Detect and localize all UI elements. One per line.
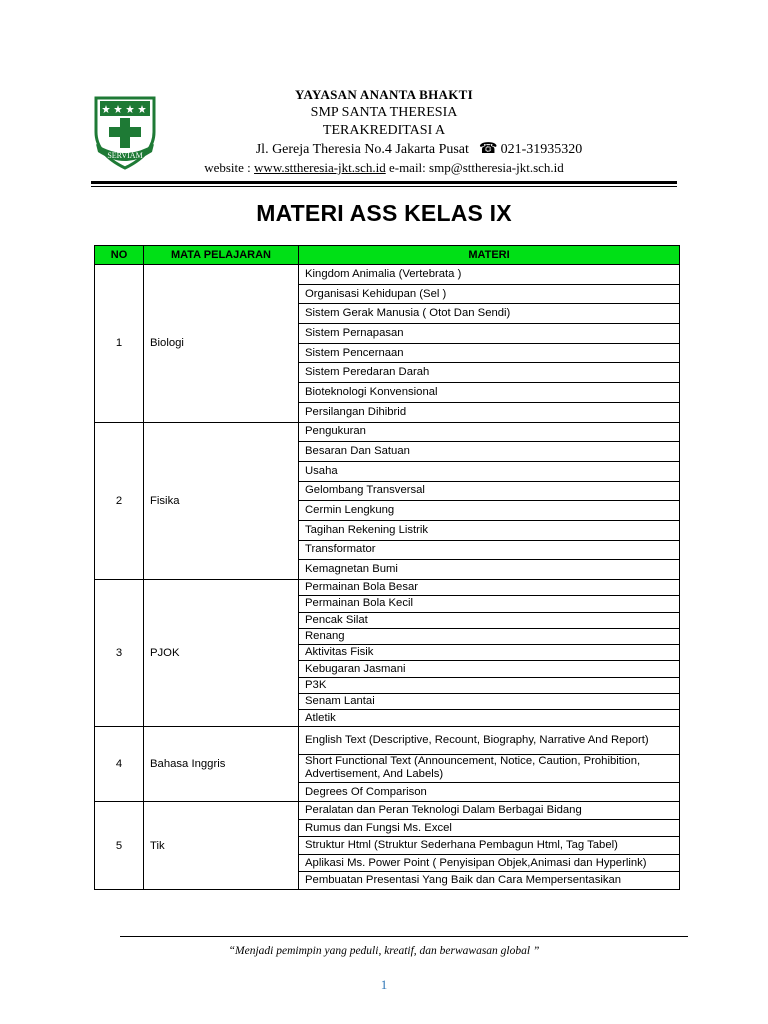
header-rule-thick <box>91 181 677 184</box>
materi-cell: Tagihan Rekening Listrik <box>299 520 680 540</box>
materi-cell: English Text (Descriptive, Recount, Biography, Narrative And Report) <box>299 726 680 754</box>
col-header-materi: MATERI <box>299 246 680 265</box>
materi-cell: Renang <box>299 628 680 644</box>
header-rule-thin <box>91 186 677 187</box>
table-row <box>95 265 680 285</box>
contact-line <box>0 159 768 177</box>
materi-cell: Short Functional Text (Announcement, Notice, Caution, Prohibition, Advertisement, And Labels) <box>299 754 680 782</box>
logo-text: SERVIAM <box>107 151 143 160</box>
letterhead <box>0 86 768 177</box>
website-label: website : <box>204 160 251 175</box>
page-title: MATERI ASS KELAS IX <box>256 200 512 226</box>
materi-cell: Pengukuran <box>299 422 680 442</box>
table-row <box>95 422 680 442</box>
email-label: e-mail: <box>388 160 426 175</box>
materi-cell: Persilangan Dihibrid <box>299 402 680 422</box>
materi-cell: Struktur Html (Struktur Sederhana Pembagun Html, Tag Tabel) <box>299 837 680 855</box>
materi-cell: Kingdom Animalia (Vertebrata ) <box>299 265 680 285</box>
row-number: 3 <box>95 580 144 727</box>
subject-cell: Bahasa Inggris <box>144 726 299 802</box>
materi-cell: Sistem Peredaran Darah <box>299 363 680 383</box>
website-link[interactable]: www.sttheresia-jkt.sch.id <box>254 160 386 175</box>
materi-cell: Rumus dan Fungsi Ms. Excel <box>299 819 680 837</box>
materi-cell: Cermin Lengkung <box>299 501 680 521</box>
materi-cell: Sistem Gerak Manusia ( Otot Dan Sendi) <box>299 304 680 324</box>
materi-cell: Pencak Silat <box>299 612 680 628</box>
materi-cell: Permainan Bola Besar <box>299 580 680 596</box>
col-header-no: NO <box>95 246 144 265</box>
materi-cell: Kebugaran Jasmani <box>299 661 680 677</box>
materi-cell: Atletik <box>299 710 680 726</box>
row-number: 5 <box>95 802 144 890</box>
materi-cell: Aplikasi Ms. Power Point ( Penyisipan Objek,Animasi dan Hyperlink) <box>299 854 680 872</box>
page-number: 1 <box>380 977 388 992</box>
materi-cell: Gelombang Transversal <box>299 481 680 501</box>
email[interactable]: smp@sttheresia-jkt.sch.id <box>429 160 564 175</box>
materi-cell: Permainan Bola Kecil <box>299 596 680 612</box>
subject-cell: Fisika <box>144 422 299 580</box>
row-number: 4 <box>95 726 144 802</box>
materi-cell: Peralatan dan Peran Teknologi Dalam Berbagai Bidang <box>299 802 680 820</box>
materi-cell: Kemagnetan Bumi <box>299 560 680 580</box>
address: Jl. Gereja Theresia No.4 Jakarta Pusat <box>255 142 469 157</box>
table-header-row <box>95 246 680 265</box>
materi-cell: Besaran Dan Satuan <box>299 442 680 462</box>
materi-cell: Sistem Pencernaan <box>299 343 680 363</box>
accreditation: TERAKREDITASI A <box>322 123 446 138</box>
materi-cell: Transformator <box>299 540 680 560</box>
materi-cell: Degrees Of Comparison <box>299 782 680 802</box>
materi-cell: Senam Lantai <box>299 694 680 710</box>
row-number: 2 <box>95 422 144 580</box>
org-name: YAYASAN ANANTA BHAKTI <box>294 87 473 102</box>
subject-cell: PJOK <box>144 580 299 727</box>
table-row <box>95 726 680 754</box>
materi-cell: Sistem Pernapasan <box>299 324 680 344</box>
materi-cell: Organisasi Kehidupan (Sel ) <box>299 284 680 304</box>
materi-table <box>94 245 680 890</box>
materi-cell: Bioteknologi Konvensional <box>299 383 680 403</box>
table-row <box>95 580 680 596</box>
phone: 021-31935320 <box>500 142 583 157</box>
phone-icon: ☎ <box>478 141 498 157</box>
table-body <box>95 265 680 890</box>
subject-cell: Biologi <box>144 265 299 423</box>
row-number: 1 <box>95 265 144 423</box>
subject-cell: Tik <box>144 802 299 890</box>
materi-cell: P3K <box>299 677 680 693</box>
materi-cell: Aktivitas Fisik <box>299 645 680 661</box>
school-name: SMP SANTA THERESIA <box>310 105 458 120</box>
materi-cell: Usaha <box>299 461 680 481</box>
footer-rule <box>120 936 688 937</box>
materi-cell: Pembuatan Presentasi Yang Baik dan Cara Mempersentasikan <box>299 872 680 890</box>
col-header-subject: MATA PELAJARAN <box>144 246 299 265</box>
address-line <box>0 140 768 159</box>
motto: “Menjadi pemimpin yang peduli, kreatif, dan berwawasan global ” <box>228 945 540 957</box>
table-row <box>95 802 680 820</box>
